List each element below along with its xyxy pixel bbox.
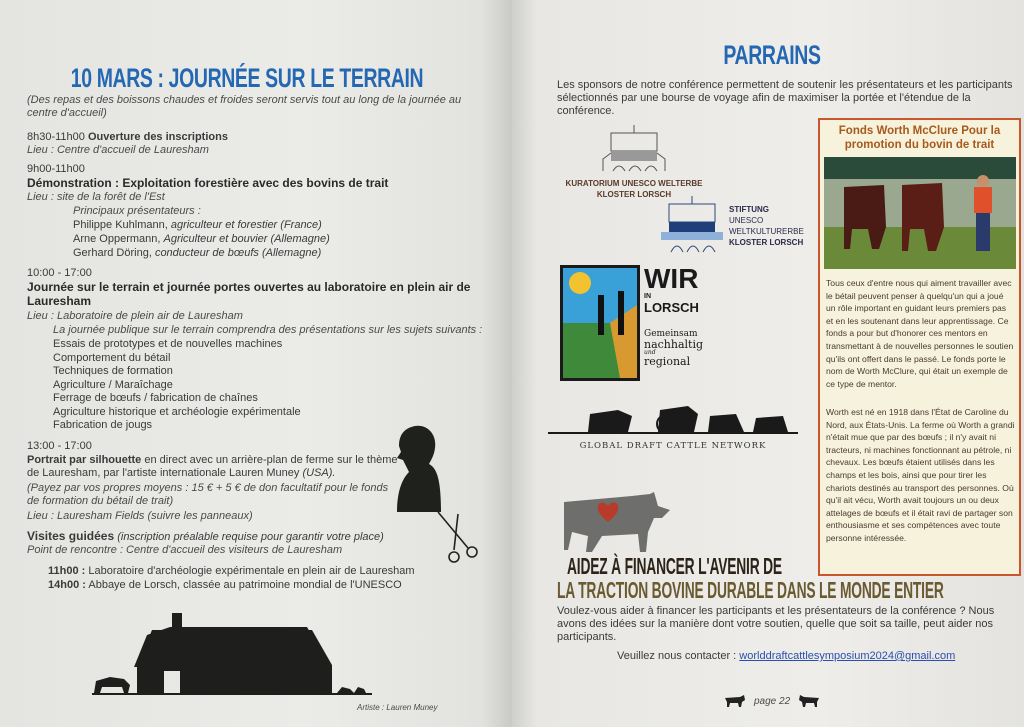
page-footer <box>724 694 820 708</box>
time: 9h00-11h00 <box>27 163 85 175</box>
place: Lieu : Lauresham Fields (suivre les panneaux) <box>27 510 253 522</box>
price-note-2: de formation du bétail de trait) <box>27 495 174 507</box>
time: 13:00 - 17:00 <box>27 440 92 452</box>
scissors-icon <box>434 510 480 566</box>
page-number: page 22 <box>754 695 791 707</box>
time: 8h30-11h00 <box>27 131 85 143</box>
place: Lieu : site de la forêt de l'Est <box>27 191 165 203</box>
list-item: Ferrage de bœufs / fabrication de chaînes <box>53 392 258 404</box>
guided-tours: Visites guidées (inscription préalable requise pour garantir votre place) <box>27 529 384 543</box>
fundraising-text: Voulez-vous aider à financer les participants et les présentateurs de la conférence ? Nous <box>557 605 995 617</box>
contact-line: Veuillez nous contacter : worlddraftcattlesymposium2024@gmail.com <box>617 650 956 662</box>
global-draft-cattle-network-logo <box>548 402 798 451</box>
presenter: Arne Oppermann, Agriculteur et bouvier (Allemagne) <box>73 233 330 245</box>
silhouette-portrait-icon <box>393 424 443 514</box>
silhouette-line: Portrait par silhouette en direct avec un arrière-plan de ferme sur le thème <box>27 454 398 466</box>
logo-text: KURATORIUM UNESCO WELTERBE <box>565 179 703 188</box>
meals-note-2: centre d'accueil) <box>27 107 107 119</box>
wir-text: WIR IN LORSCH Gemeinsam nachhaltig und regional <box>644 263 704 368</box>
monastery-icon <box>599 125 669 173</box>
ox-teams-silhouette-icon <box>548 402 798 436</box>
stiftung-text: STIFTUNG UNESCO WELTKULTURERBE KLOSTER LORSCH <box>729 205 804 247</box>
list-item: Agriculture / Maraîchage <box>53 378 173 391</box>
box-paragraph-2: Worth est né en 1918 dans l'État de Caroline du Nord, aux États-Unis. La ferme où Worth a grandi n'était mue que par des bœufs ; il n'y avait ni tracteurs, ni machines fonctionnant au pétrole, ni chevaux. Les bœufs étaient utilisés dans les champs et les bois, ainsi que pour tirer les chariots destinés au transport des personnes. Où qu'il ait vécu, Worth avait toujours un ou deux attelages de bœufs et il était ravi de partager son enthousiasme et ses compétences avec toute personne intéressée. <box>826 407 1015 543</box>
wir-in-lorsch-logo <box>560 263 704 386</box>
meals-note: (Des repas et des boissons chaudes et froides seront servis tout au long de la journée au <box>27 94 462 106</box>
ox-icon <box>798 694 820 708</box>
list-item: Fabrication de jougs <box>53 419 153 431</box>
worth-mcclure-fund-box <box>818 118 1021 576</box>
box-paragraph: Tous ceux d'entre nous qui aiment travailler avec le bétail peuvent penser à quelqu'un qui a joué un rôle important en guidant leurs premiers pas et en les soutenant dans leur apprentissage. Ce fonds a pour but d'honorer ces mentors en transmettant à de nouvelles personnes le soutien qu'ils ont offert dans le passé. Le fonds porte le nom de Worth McClure, qui était un exemple de ce type de mentor. <box>826 278 1014 389</box>
meeting-point: Point de rencontre : Centre d'accueil des visiteurs de Lauresham <box>27 544 343 556</box>
logo-text: KLOSTER LORSCH <box>596 190 672 199</box>
fundraising-headline: AIDEZ À FINANCER L'AVENIR DE <box>567 553 782 579</box>
ox-heart-icon <box>562 492 674 554</box>
wir-in-lorsch-illustration <box>560 265 640 381</box>
session-title: Journée sur le terrain et journée portes ouvertes au laboratoire en plein air de <box>27 280 471 294</box>
list-item: Comportement du bétail <box>53 351 171 364</box>
tour: 14h00 : Abbaye de Lorsch, classée au patrimoine mondial de l'UNESCO <box>48 579 402 591</box>
price-note: (Payez par vos propres moyens : 15 € + 5 € de don facultatif pour le fonds <box>27 482 389 494</box>
presenter: Gerhard Döring, conducteur de bœufs (Allemagne) <box>73 247 322 259</box>
tour: 11h00 : Laboratoire d'archéologie expérimentale en plein air de Lauresham <box>48 565 415 577</box>
kuratorium-logo <box>564 125 704 200</box>
list-item: Essais de prototypes et de nouvelles machines <box>53 338 283 350</box>
stiftung-logo <box>657 196 804 259</box>
artist-credit: Artiste : Lauren Muney <box>357 703 438 712</box>
sponsors-intro-2: sélectionnés par une bourse de voyage afin de maximiser la portée et l'étendue de la <box>557 92 971 104</box>
sponsors-intro-3: conférence. <box>557 105 615 117</box>
list-item: Techniques de formation <box>53 365 173 377</box>
topics-intro: La journée publique sur le terrain comprendra des présentations sur les sujets suivants : <box>53 324 483 336</box>
silhouette-line-2: de Lauresham, par l'artiste internationale Lauren Muney (USA). <box>27 467 336 479</box>
time: 10:00 - 17:00 <box>27 267 92 279</box>
presenters-label: Principaux présentateurs : <box>73 205 201 217</box>
logo-text: GLOBAL DRAFT CATTLE NETWORK <box>579 441 767 451</box>
presenter: Philippe Kuhlmann, agriculteur et forestier (France) <box>73 219 322 231</box>
fundraising-headline-2: LA TRACTION BOVINE DURABLE DANS LE MONDE ENTIER <box>557 577 944 603</box>
ox-icon <box>724 694 746 708</box>
place: Lieu : Laboratoire de plein air de Lauresham <box>27 310 243 322</box>
list-item: Agriculture historique et archéologie expérimentale <box>53 405 301 418</box>
place: Lieu : Centre d'accueil de Lauresham <box>27 144 209 156</box>
session-title: Ouverture des inscriptions <box>87 131 228 143</box>
topics-list <box>53 338 301 433</box>
box-title: Fonds Worth McClure Pour la promotion du bovin de trait <box>838 125 1001 151</box>
session-title-2: Lauresham <box>27 294 92 308</box>
oxen-team-photo <box>824 157 1016 269</box>
fundraising-text-2: avons des idées sur la manière dont votre soutien, quelle que soit sa taille, peut aider nos <box>557 618 993 630</box>
session-registration <box>27 131 228 145</box>
monastery-icon <box>657 196 727 254</box>
sponsors-intro: Les sponsors de notre conférence permettent de soutenir les présentateurs et les participants <box>557 79 1013 91</box>
sponsors-title: PARRAINS <box>723 40 821 70</box>
contact-email-link[interactable]: worlddraftcattlesymposium2024@gmail.com <box>739 650 956 662</box>
page-title: 10 MARS : JOURNÉE SUR LE TERRAIN <box>70 63 424 93</box>
fundraising-text-3: participants. <box>557 631 617 643</box>
farmhouse-silhouette-icon <box>92 605 372 703</box>
session-title: Démonstration : Exploitation forestière avec des bovins de trait <box>27 176 389 190</box>
